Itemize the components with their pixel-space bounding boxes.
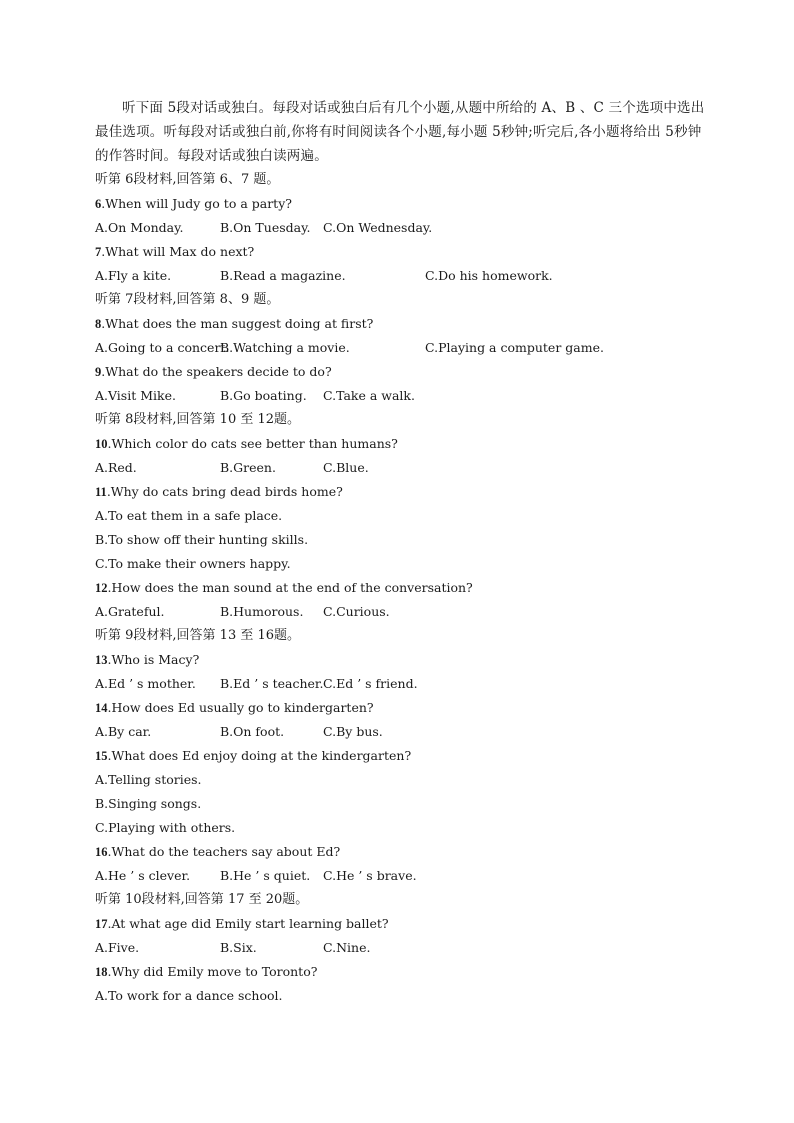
option-a: A.Ed ’ s mother. xyxy=(95,676,196,691)
question-text: .What does Ed enjoy doing at the kindergarten? xyxy=(107,748,412,763)
question-text: .How does the man sound at the end of the conversation? xyxy=(107,580,473,595)
option-a: A.Five. xyxy=(95,940,140,955)
question-number: 10 xyxy=(95,437,108,451)
option-b: B.Read a magazine. xyxy=(220,268,346,283)
options-8 xyxy=(95,336,705,360)
question-text: .What do the teachers say about Ed? xyxy=(107,844,341,859)
options-13 xyxy=(95,672,705,696)
question-13 xyxy=(95,648,705,672)
question-text: .Which color do cats see better than humans? xyxy=(107,436,398,451)
option-a: A.Visit Mike. xyxy=(95,388,176,403)
question-number: 16 xyxy=(95,845,108,859)
option-a: A.Telling stories. xyxy=(95,772,202,787)
option-c: C.Do his homework. xyxy=(425,268,553,283)
option-b: B.He ’ s quiet. xyxy=(220,868,311,883)
section-heading-9: 听第 9段材料,回答第 13 至 16题。 xyxy=(95,628,301,643)
option-c: C.By bus. xyxy=(323,724,383,739)
option-a: A.On Monday. xyxy=(95,220,184,235)
section-heading-6: 听第 6段材料,回答第 6、7 题。 xyxy=(95,172,280,187)
options-6 xyxy=(95,216,705,240)
question-number: 7 xyxy=(95,245,102,259)
question-number: 18 xyxy=(95,965,108,979)
options-14 xyxy=(95,720,705,744)
option-c: C.Playing a computer game. xyxy=(425,340,604,355)
question-14 xyxy=(95,696,705,720)
question-text: .What does the man suggest doing at first? xyxy=(101,316,374,331)
option-a: A.Red. xyxy=(95,460,137,475)
option-b: B.Watching a movie. xyxy=(220,340,350,355)
options-12 xyxy=(95,600,705,624)
question-15 xyxy=(95,744,705,768)
option-a: A.Fly a kite. xyxy=(95,268,172,283)
options-16 xyxy=(95,864,705,888)
question-6 xyxy=(95,192,705,216)
question-12 xyxy=(95,576,705,600)
question-number: 12 xyxy=(95,581,108,595)
option-a: A.Going to a concert. xyxy=(95,340,230,355)
exam-page xyxy=(95,96,705,1008)
option-c: C.Curious. xyxy=(323,604,390,619)
question-text: .Who is Macy? xyxy=(107,652,200,667)
question-number: 14 xyxy=(95,701,108,715)
option-b: B.Six. xyxy=(220,940,257,955)
question-17 xyxy=(95,912,705,936)
question-number: 9 xyxy=(95,365,102,379)
question-16 xyxy=(95,840,705,864)
question-18 xyxy=(95,960,705,984)
option-a: A.Grateful. xyxy=(95,604,165,619)
question-text: .Why do cats bring dead birds home? xyxy=(106,484,343,499)
question-text: .How does Ed usually go to kindergarten? xyxy=(107,700,374,715)
instructions: 听下面 5段对话或独白。每段对话或独白后有几个小题,从题中所给的 A、B 、C 三个选项中选出最佳选项。听每段对话或独白前,你将有时间阅读各个小题,每小题 5秒钟;听完后,各小题将给出 5秒钟的作答时间。每段对话或独白读两遍。 xyxy=(95,100,705,164)
option-a: A.By car. xyxy=(95,724,152,739)
option-b: B.To show off their hunting skills. xyxy=(95,532,309,547)
options-10 xyxy=(95,456,705,480)
option-c: C.On Wednesday. xyxy=(323,220,433,235)
option-b: B.Singing songs. xyxy=(95,796,202,811)
question-text: .What will Max do next? xyxy=(101,244,255,259)
question-number: 6 xyxy=(95,197,102,211)
option-a: A.He ’ s clever. xyxy=(95,868,191,883)
option-c: C.To make their owners happy. xyxy=(95,556,291,571)
question-9 xyxy=(95,360,705,384)
option-a: A.To work for a dance school. xyxy=(95,988,283,1003)
option-c: C.Playing with others. xyxy=(95,820,236,835)
question-text: .At what age did Emily start learning ballet? xyxy=(107,916,389,931)
option-b: B.On Tuesday. xyxy=(220,220,311,235)
question-11 xyxy=(95,480,705,504)
section-heading-7: 听第 7段材料,回答第 8、9 题。 xyxy=(95,292,280,307)
option-b: B.Ed ’ s teacher. xyxy=(220,676,324,691)
option-a: A.To eat them in a safe place. xyxy=(95,508,283,523)
question-text: .Why did Emily move to Toronto? xyxy=(107,964,318,979)
question-7 xyxy=(95,240,705,264)
option-b: B.Humorous. xyxy=(220,604,304,619)
option-b: B.Green. xyxy=(220,460,276,475)
question-text: .When will Judy go to a party? xyxy=(101,196,292,211)
question-number: 11 xyxy=(95,485,107,499)
question-text: .What do the speakers decide to do? xyxy=(101,364,332,379)
section-heading-10: 听第 10段材料,回答第 17 至 20题。 xyxy=(95,892,309,907)
question-number: 13 xyxy=(95,653,108,667)
option-c: C.Take a walk. xyxy=(323,388,415,403)
question-number: 17 xyxy=(95,917,108,931)
section-heading-8: 听第 8段材料,回答第 10 至 12题。 xyxy=(95,412,301,427)
question-number: 8 xyxy=(95,317,102,331)
option-b: B.On foot. xyxy=(220,724,285,739)
question-8 xyxy=(95,312,705,336)
options-9 xyxy=(95,384,705,408)
options-7 xyxy=(95,264,705,288)
option-b: B.Go boating. xyxy=(220,388,307,403)
question-10 xyxy=(95,432,705,456)
option-c: C.Nine. xyxy=(323,940,371,955)
question-number: 15 xyxy=(95,749,108,763)
option-c: C.Blue. xyxy=(323,460,369,475)
option-c: C.He ’ s brave. xyxy=(323,868,417,883)
option-c: C.Ed ’ s friend. xyxy=(323,676,418,691)
options-17 xyxy=(95,936,705,960)
